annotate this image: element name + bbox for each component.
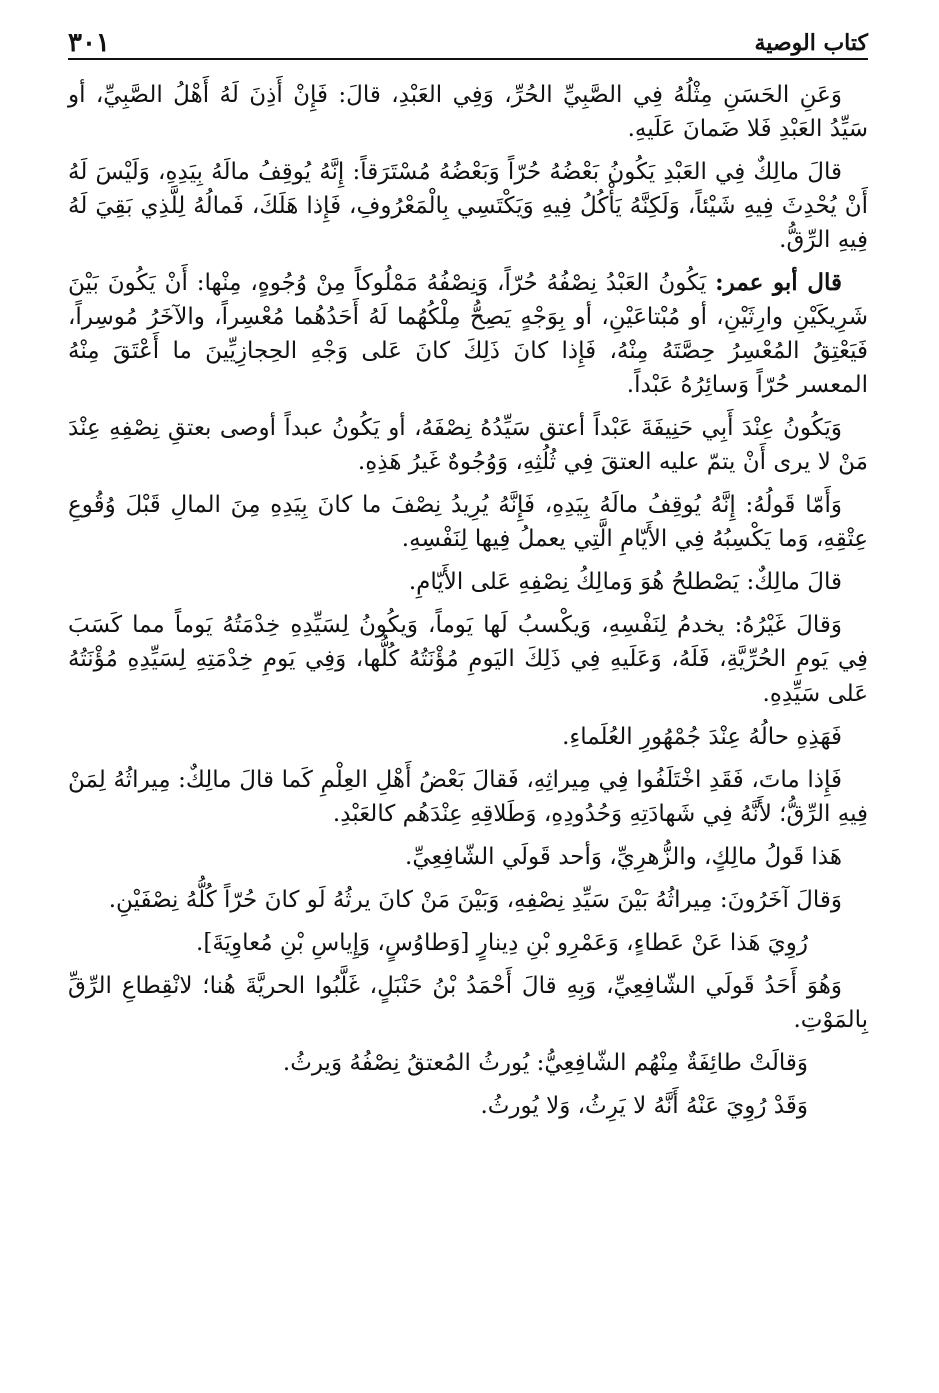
paragraph (68, 763, 868, 831)
paragraph-text: فَهَذِهِ حالُهُ عِنْدَ جُمْهُورِ العُلَماءِ. (562, 723, 842, 750)
paragraph (68, 883, 868, 917)
paragraph-text: وَقالَ غَيْرُهُ: يخدمُ لِنَفْسِهِ، وَيكْسبُ لَها يَوماً، وَيكُونُ لِسَيِّدِهِ خِدْمَتُهُ يَوماً مما كَسَبَ فِي يَومِ الحُرِّيَّةِ، فَلَهُ، وَعَلَيهِ فِي ذَلِكَ اليَومِ مُؤْنَتُهُ كُلُّها، وَفِي يَومِ خِدْمَتِهِ لِسَيِّدِهِ مُؤْنَتُهُ عَلى سَيِّدِهِ. (68, 612, 868, 707)
paragraph (68, 608, 868, 710)
page-header (68, 28, 868, 60)
paragraph (68, 720, 868, 754)
paragraph-text: وَيَكُونُ عِنْدَ أَبِي حَنِيفَةَ عَبْداً أعتق سَيِّدُهُ نِصْفَهُ، أو يَكُونُ عبداً أوصى بعتقِ نِصْفِهِ عِنْدَ مَنْ لا يرى أَنْ يتمّ عليه العتقَ فِي ثُلُثِهِ، وَوُجُوهٌ غَيرُ هَذِهِ. (68, 415, 868, 476)
paragraph-text: وَعَنِ الحَسَنِ مِثْلُهُ فِي الصَّبِيِّ الحُرِّ، وَفِي العَبْدِ، قالَ: فَإِنْ أَذِنَ لَهُ أَهْلُ الصَّبِيِّ، أو سَيِّدُ العَبْدِ فَلا ضَمانَ عَلَيهِ. (68, 82, 868, 143)
paragraph (68, 266, 868, 402)
paragraph (68, 1046, 868, 1080)
paragraph-text: وَقَدْ رُوِيَ عَنْهُ أَنَّهُ لا يَرِثُ، وَلا يُورثُ. (480, 1092, 808, 1119)
paragraph-text: قالَ مالِكٌ فِي العَبْدِ يَكُونُ بَعْضُهُ حُرّاً وَبَعْضُهُ مُسْتَرَقاً: إِنَّهُ يُوقِفُ مالَهُ بِيَدِهِ، وَلَيْسَ لَهُ أَنْ يُحْدِثَ فِيهِ شَيْئاً، وَلَكِنَّهُ يَأْكُلُ فِيهِ وَيَكْتَسِي بِالْمَعْرُوفِ، فَإِذا هَلَكَ، فَمالُهُ لِلَّذِي بَقِيَ لَهُ فِيهِ الرِّقُّ. (68, 159, 868, 254)
paragraph-text: رُوِيَ هَذا عَنْ عَطاءٍ، وَعَمْرِو بْنِ دِينارٍ [وَطاوُسٍ، وَإِياسِ بْنِ مُعاوِيَةَ]. (196, 929, 808, 956)
paragraph (68, 840, 868, 874)
paragraph-text: وَأَمّا قَولُهُ: إِنَّهُ يُوقِفُ مالَهُ بِيَدِهِ، فَإِنَّهُ يُرِيدُ نِصْفَ ما كانَ بِيَدِهِ مِنَ المالِ قَبْلَ وُقُوعِ عِتْقِهِ، وَما يَكْسِبُهُ فِي الأَيّامِ الَّتِي يعملُ فِيها لِنَفْسِهِ. (68, 492, 868, 553)
body-text (68, 78, 868, 1123)
paragraph (68, 1089, 868, 1123)
paragraph (68, 926, 868, 960)
paragraph (68, 969, 868, 1037)
running-title: كتاب الوصية (745, 30, 868, 56)
paragraph (68, 78, 868, 146)
paragraph-text: وَقالَ آخَرُونَ: مِيراثُهُ بَيْنَ سَيِّدِ نِصْفِهِ، وَبَيْنَ مَنْ كانَ يرثُهُ لَو كانَ حُرّاً كُلُّهُ نِصْفَيْنِ. (108, 886, 842, 913)
book-page (68, 28, 868, 1132)
paragraph-text: فَإِذا ماتَ، فَقَدِ اخْتَلَفُوا فِي مِيراثِهِ، فَقالَ بَعْضُ أَهْلِ العِلْمِ كَما قالَ مالِكٌ: مِيراثُهُ لِمَنْ فِيهِ الرِّقُّ؛ لأَنَّهُ فِي شَهادَتِهِ وَحُدُودِهِ، وَطَلاقِهِ عِنْدَهُم كالعَبْدِ. (68, 766, 868, 827)
paragraph-text: وَهُوَ أَحَدُ قَولَي الشّافِعِيِّ، وَبِهِ قالَ أَحْمَدُ بْنُ حَنْبَلٍ، غَلَّبُوا الحريَّةَ هُنا؛ لانْقِطاعِ الرِّقِّ بِالمَوْتِ. (68, 972, 868, 1033)
paragraph-text: قالَ مالِكٌ: يَصْطلحُ هُوَ وَمالِكُ نِصْفِهِ عَلى الأَيّامِ. (408, 569, 842, 596)
paragraph (68, 488, 868, 556)
paragraph-text: هَذا قَولُ مالِكٍ، والزُّهرِيِّ، وَأحد قَولَي الشّافِعِيِّ. (405, 843, 842, 870)
paragraph (68, 411, 868, 479)
paragraph (68, 155, 868, 257)
speaker-label: قال أبو عمر: (715, 269, 842, 297)
paragraph-text: وَقالَتْ طائِفَةٌ مِنْهُم الشّافِعِيُّ: يُورثُ المُعتقُ نِصْفُهُ وَيرثُ. (282, 1049, 808, 1076)
paragraph (68, 565, 868, 599)
paragraph-text: يَكُونُ العَبْدُ نِصْفُهُ حُرّاً، وَنِصْفُهُ مَمْلُوكاً مِنْ وُجُوهٍ، مِنْها: أَنْ يَكُونَ بَيْنَ شَرِيكَيْنِ وارِثَيْنِ، أو مُبْتاعَيْنِ، أو بِوَجْهٍ يَصِحُّ مِلْكُهُما لَهُ أَحَدُهُما مُعْسِراً، والآخَرُ مُوسِراً، فَيَعْتِقُ المُعْسِرُ حِصَّتَهُ مِنْهُ، فَإِذا كانَ ذَلِكَ كانَ عَلى وَجْهِ الحِجازِيِّينَ ما أَعْتَقَ مِنْهُ المعسر حُرّاً وَسائِرُهُ عَبْداً. (68, 270, 869, 399)
page-number: ٣٠١ (68, 28, 120, 58)
